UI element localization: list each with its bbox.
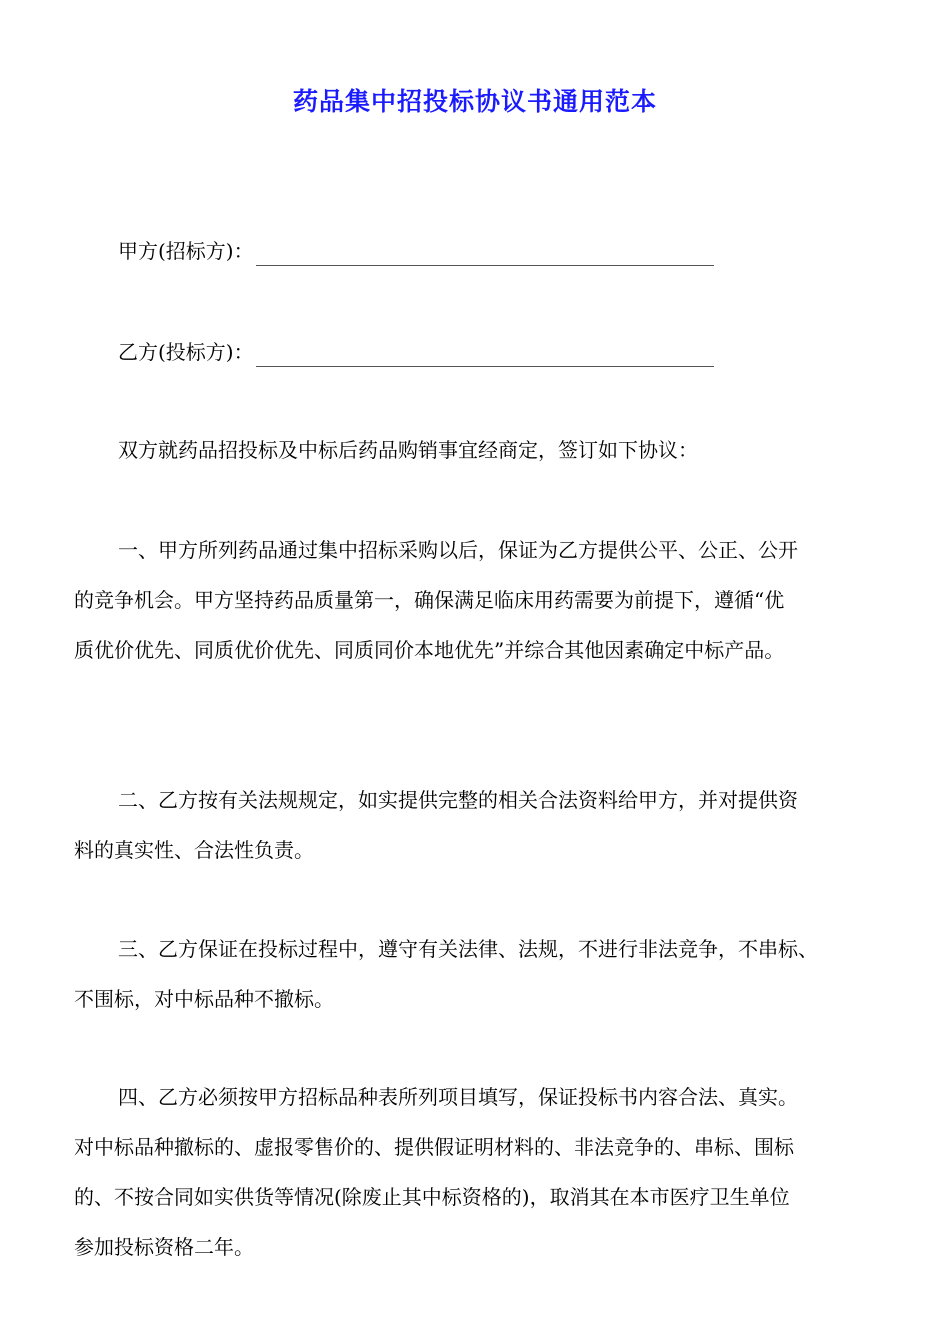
clause-3-line-2: 不围标，对中标品种不撤标。 <box>74 987 334 1011</box>
clause-4-line-3: 的、不按合同如实供货等情况(除废止其中标资格的)，取消其在本市医疗卫生单位 <box>74 1185 790 1209</box>
clause-3 <box>74 924 878 1024</box>
party-b-label: 乙方(投标方)： <box>118 340 254 364</box>
party-a-blank-line <box>256 243 714 266</box>
party-b-blank-line <box>256 344 714 367</box>
party-a-field <box>118 236 714 266</box>
clause-4-line-1: 四、乙方必须按甲方招标品种表所列项目填写，保证投标书内容合法、真实。 <box>118 1085 798 1109</box>
clause-4 <box>74 1072 878 1272</box>
party-a-label: 甲方(招标方)： <box>118 239 254 263</box>
clause-1-line-2: 的竞争机会。甲方坚持药品质量第一，确保满足临床用药需要为前提下，遵循“优 <box>74 588 785 612</box>
clause-2 <box>74 775 878 875</box>
clause-4-line-4: 参加投标资格二年。 <box>74 1235 254 1259</box>
clause-1 <box>74 525 878 675</box>
clause-2-line-2: 料的真实性、合法性负责。 <box>74 838 314 862</box>
document-title: 药品集中招投标协议书通用范本 <box>292 87 657 116</box>
clause-3-line-1: 三、乙方保证在投标过程中，遵守有关法律、法规，不进行非法竞争，不串标、 <box>118 937 818 961</box>
clause-4-line-2: 对中标品种撤标的、虚报零售价的、提供假证明材料的、非法竞争的、串标、围标 <box>74 1135 794 1159</box>
clause-2-line-1: 二、乙方按有关法规规定，如实提供完整的相关合法资料给甲方，并对提供资 <box>118 788 798 812</box>
clause-1-line-1: 一、甲方所列药品通过集中招标采购以后，保证为乙方提供公平、公正、公开 <box>118 538 798 562</box>
party-b-field <box>118 337 714 367</box>
intro-text: 双方就药品招投标及中标后药品购销事宜经商定，签订如下协议： <box>118 438 698 462</box>
intro-paragraph <box>74 425 878 475</box>
clause-1-line-3: 质优价优先、同质优价优先、同质同价本地优先”并综合其他因素确定中标产品。 <box>74 638 785 662</box>
